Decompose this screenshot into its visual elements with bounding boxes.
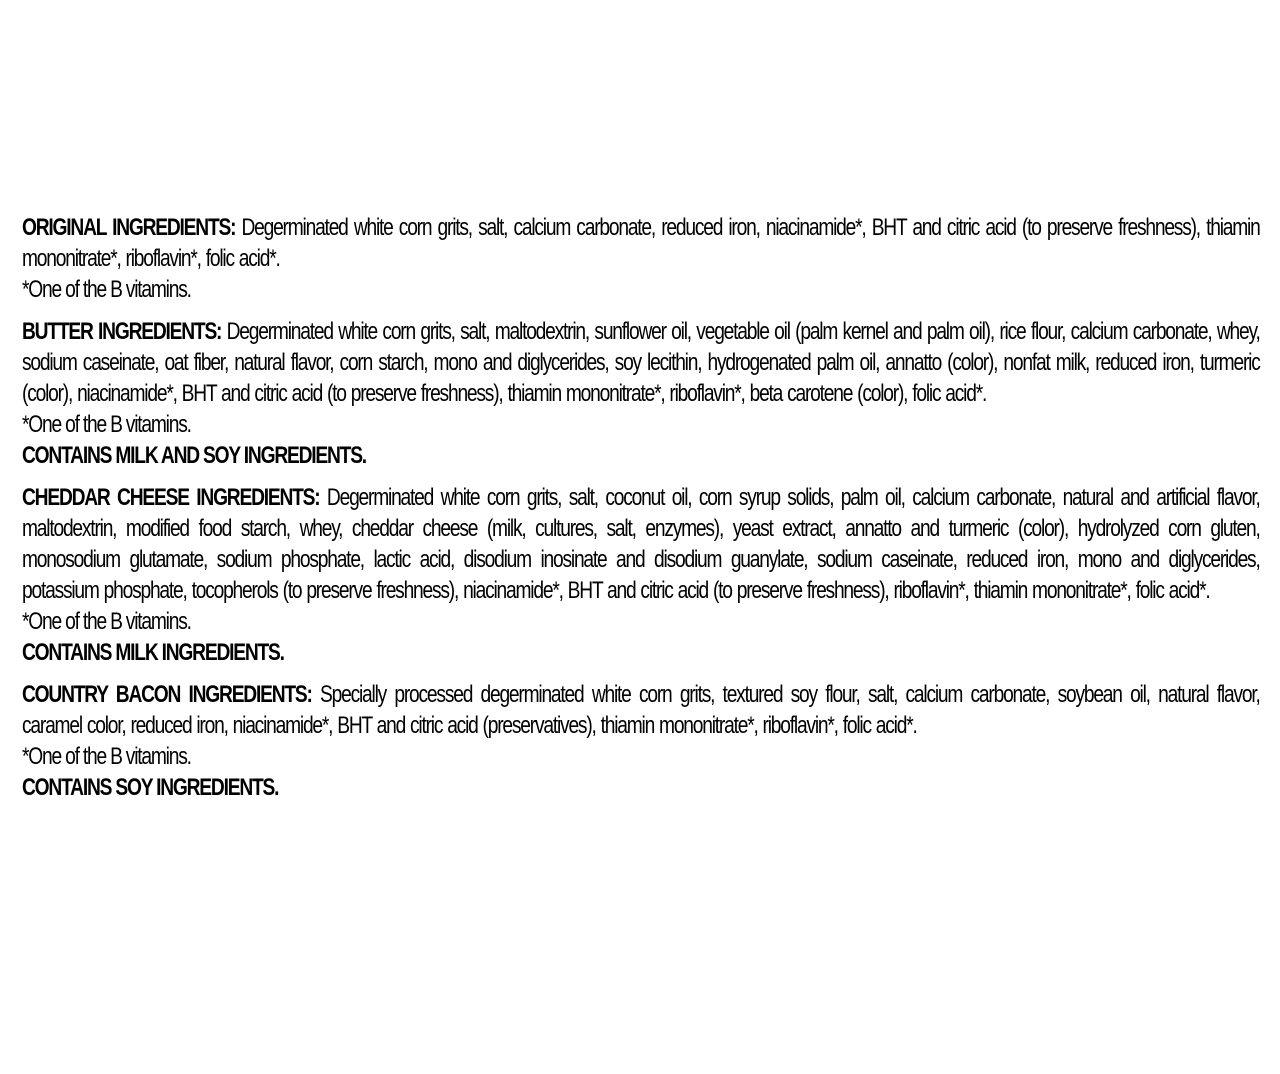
ingredients-paragraph	[22, 679, 1260, 741]
vitamin-footnote: *One of the B vitamins.	[22, 276, 191, 303]
section-label: CHEDDAR CHEESE INGREDIENTS:	[22, 484, 320, 511]
allergen-statement: CONTAINS SOY INGREDIENTS.	[22, 774, 279, 801]
section-label: BUTTER INGREDIENTS:	[22, 318, 222, 345]
allergen-statement: CONTAINS MILK AND SOY INGREDIENTS.	[22, 442, 366, 469]
allergen-statement: CONTAINS MILK INGREDIENTS.	[22, 639, 284, 666]
cheddar-cheese-ingredients-section	[22, 482, 1260, 668]
ingredients-list: Degerminated white corn grits, salt, coconut oil, corn syrup solids, palm oil, calcium carbonate, natural and artificial flavor, maltodextrin, modified food starch, whey, cheddar cheese (milk, cultures, salt, enzymes), yeast extract, annatto and turmeric (color), hydrolyzed corn gluten, monosodium glutamate, sodium phosphate, lactic acid, disodium inosinate and disodium guanylate, sodium caseinate, reduced iron, mono and diglycerides, potassium phosphate, tocopherols (to preserve freshness), niacinamide*, BHT and citric acid (to preserve freshness), riboflavin*, thiamin mononitrate*, folic acid*.	[22, 484, 1260, 604]
country-bacon-ingredients-section	[22, 679, 1260, 803]
original-ingredients-section	[22, 212, 1260, 305]
vitamin-footnote: *One of the B vitamins.	[22, 411, 191, 438]
section-label: COUNTRY BACON INGREDIENTS:	[22, 681, 312, 708]
vitamin-footnote: *One of the B vitamins.	[22, 608, 191, 635]
ingredients-paragraph	[22, 212, 1260, 274]
ingredients-list: Degerminated white corn grits, salt, maltodextrin, sunflower oil, vegetable oil (palm kernel and palm oil), rice flour, calcium carbonate, whey, sodium caseinate, oat fiber, natural flavor, corn starch, mono and diglycerides, soy lecithin, hydrogenated palm oil, annatto (color), nonfat milk, reduced iron, turmeric (color), niacinamide*, BHT and citric acid (to preserve freshness), thiamin mononitrate*, riboflavin*, beta carotene (color), folic acid*.	[22, 318, 1260, 407]
section-label: ORIGINAL INGREDIENTS:	[22, 214, 236, 241]
vitamin-footnote: *One of the B vitamins.	[22, 743, 191, 770]
ingredients-panel	[22, 212, 1260, 814]
ingredients-paragraph	[22, 316, 1260, 409]
ingredients-list: Degerminated white corn grits, salt, calcium carbonate, reduced iron, niacinamide*, BHT and citric acid (to preserve freshness), thiamin mononitrate*, riboflavin*, folic acid*.	[22, 214, 1260, 272]
ingredients-list: Specially processed degerminated white corn grits, textured soy flour, salt, calcium carbonate, soybean oil, natural flavor, caramel color, reduced iron, niacinamide*, BHT and citric acid (preservatives), thiamin mononitrate*, riboflavin*, folic acid*.	[22, 681, 1260, 739]
butter-ingredients-section	[22, 316, 1260, 471]
ingredients-paragraph	[22, 482, 1260, 606]
